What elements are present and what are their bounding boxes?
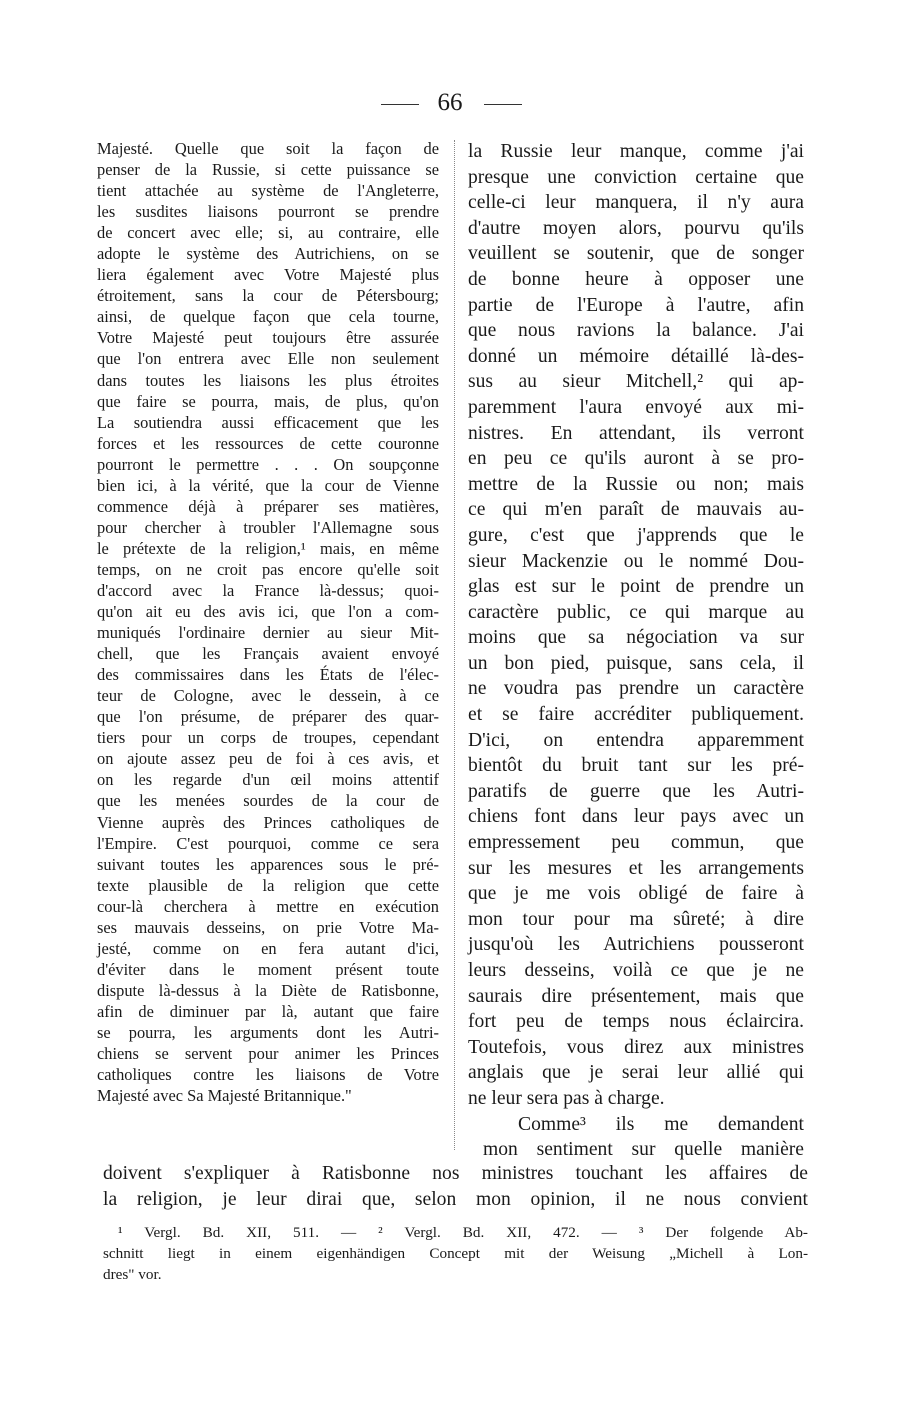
left-column [97, 138, 439, 1106]
left-column-line: adopte le système des Autrichiens, on se [97, 244, 439, 264]
body-line: doivent s'expliquer à Ratisbonne nos ministres touchant les affaires de [103, 1163, 808, 1184]
left-column-line: Vienne auprès des Princes catholiques de [97, 812, 439, 832]
right-column-line: moins que sa négociation va sur [468, 627, 804, 649]
right-column-line: jusqu'où les Autrichiens pousseront [468, 934, 804, 956]
left-column-line: étroitement, sans la cour de Pétersbourg; [97, 286, 439, 306]
header-rule-right [484, 104, 522, 105]
left-column-line: cour-là cherchera à mettre en exécution [97, 896, 439, 916]
left-column-line: les susdites liaisons pourront se prendre [97, 202, 439, 222]
right-column-line: anglais que je serai leur allié qui [468, 1062, 804, 1084]
left-column-line: liera également avec Votre Majesté plus [97, 265, 439, 285]
right-column-line: veuillent se soutenir, que de songer [468, 243, 804, 265]
left-column-line: chiens se servent pour animer les Princes [97, 1044, 439, 1064]
right-column-line: la Russie leur manque, comme j'ai [468, 141, 804, 162]
left-column-line: des commissaires dans les États de l'élec- [97, 665, 439, 685]
right-column-line: ne leur sera pas à charge. [468, 1087, 665, 1109]
left-column-line: Majesté avec Sa Majesté Britannique." [97, 1086, 352, 1106]
right-column-line: celle-ci leur manquera, il n'y aura [468, 192, 804, 214]
right-column-line: glas est sur le point de prendre un [468, 576, 804, 598]
left-column-line: Votre Majesté peut toujours être assurée [97, 328, 439, 348]
right-column-line: leurs desseins, voilà ce que je ne [468, 960, 804, 981]
left-column-line: suivant toutes les apparences sous le pré- [97, 854, 439, 874]
left-column-line: que l'on présume, de préparer des quar- [97, 707, 439, 727]
full-width-paragraph [103, 1161, 808, 1213]
left-column-line: Majesté. Quelle que soit la façon de [97, 139, 439, 158]
right-column-line: sieur Mackenzie ou le nommé Dou- [468, 550, 804, 572]
right-column-line: caractère public, ce qui marque au [468, 601, 804, 623]
right-column-line: ce qui m'en paraît de mauvais au- [468, 499, 804, 521]
right-column-line: donné un mémoire détaillé là-des- [468, 345, 804, 367]
footnote-line: schnitt liegt in einem eigenhändigen Concept mit der Weisung „Michell à Lon- [103, 1245, 808, 1262]
body-line: la religion, je leur dirai que, selon mon opinion, il ne nous convient [103, 1189, 808, 1210]
right-column-line: Comme³ ils me demandent [518, 1113, 804, 1135]
left-column-line: que les menées sourdes de la cour de [97, 791, 439, 811]
left-column-line: afin de diminuer par là, autant que faire [97, 1001, 439, 1021]
right-column-line: saurais dire présentement, mais que [468, 985, 804, 1007]
right-column-line: mon sentiment sur quelle manière [483, 1139, 804, 1161]
left-column-line: commence déjà à préparer ses matières, [97, 496, 439, 516]
left-column-line: pour chercher à troubler l'Allemagne sous [97, 517, 439, 537]
right-column-line: paratifs de guerre que les Autri- [468, 780, 804, 802]
left-column-line: chell, que les Français avaient envoyé [97, 644, 439, 664]
left-column-line: texte plausible de la religion que cette [97, 875, 439, 895]
left-column-line: dans toutes les liaisons les plus étroites [97, 370, 439, 390]
footnote-line: dres" vor. [103, 1266, 162, 1283]
right-column-line: que nous ravions la balance. J'ai [468, 320, 804, 342]
right-column-line: gure, c'est que j'apprends que le [468, 524, 804, 546]
left-column-line: bien ici, à la vérité, que la cour de Vienne [97, 475, 439, 495]
right-column-line: ne voudra pas prendre un caractère [468, 678, 804, 700]
right-column-line: en peu ce qu'ils auront à se pro- [468, 448, 804, 470]
right-column-line: un bon pied, puisque, sans cela, il [468, 652, 804, 674]
page-header [0, 88, 900, 118]
left-column-line: tiers pour un corps de troupes, cependant [97, 728, 439, 748]
right-column-line: D'ici, on entendra apparemment [468, 729, 804, 751]
right-column-line: sus au sieur Mitchell,² qui ap- [468, 371, 804, 393]
right-column-line: et se faire accréditer publiquement. [468, 704, 804, 726]
right-column-line: Toutefois, vous direz aux ministres [468, 1036, 804, 1058]
right-column-line: de bonne heure à opposer une [468, 268, 804, 290]
right-column-line: fort peu de temps nous éclaircira. [468, 1011, 804, 1033]
left-column-line: se pourra, les arguments dont les Autri- [97, 1022, 439, 1042]
right-column-line: que je me vois obligé de faire à [468, 883, 804, 905]
right-column-line: empressement peu commun, que [468, 832, 804, 854]
right-column-line: nistres. En attendant, ils verront [468, 422, 804, 444]
left-column-line: dispute là-dessus à la Diète de Ratisbonne, [97, 980, 439, 1000]
right-column-line: sur les mesures et les arrangements [468, 857, 804, 879]
page-number: 66 [437, 89, 463, 116]
left-column-line: ses mauvais desseins, on prie Votre Ma- [97, 917, 439, 937]
left-column-line: muniqués l'ordinaire dernier au sieur Mit- [97, 623, 439, 643]
right-column-line: presque une conviction certaine que [468, 166, 804, 188]
right-column-line: chiens font dans leur pays avec un [468, 806, 804, 828]
left-column-line: que faire se pourra, mais, de plus, qu'on [97, 391, 439, 411]
right-column [468, 139, 804, 1163]
right-column-line: mettre de la Russie ou non; mais [468, 473, 804, 495]
left-column-line: temps, on ne croit pas encore qu'elle soit [97, 559, 439, 579]
header-rule-left [381, 104, 419, 105]
left-column-line: tient attachée au système de l'Angleterre, [97, 181, 439, 201]
left-column-line: teur de Cologne, avec le dessein, à ce [97, 686, 439, 706]
left-column-line: de concert avec elle; si, au contraire, elle [97, 223, 439, 243]
left-column-line: penser de la Russie, si cette puissance se [97, 160, 439, 180]
left-column-line: catholiques contre les liaisons de Votre [97, 1065, 439, 1085]
footnote-line: ¹ Vergl. Bd. XII, 511. — ² Vergl. Bd. XII, 472. — ³ Der folgende Ab- [118, 1224, 808, 1241]
right-column-line: d'autre moyen alors, pourvu qu'ils [468, 217, 804, 239]
right-column-line: bientôt du bruit tant sur les pré- [468, 755, 804, 777]
left-column-line: d'éviter dans le moment présent toute [97, 959, 439, 979]
right-column-line: mon tour pour ma sûreté; à dire [468, 908, 804, 930]
left-column-line: ainsi, de quelque façon que cela tourne, [97, 307, 439, 327]
left-column-line: on ajoute assez peu de foi à ces avis, et [97, 749, 439, 769]
left-column-line: qu'on ait eu des avis ici, que l'on a com- [97, 602, 439, 622]
column-divider [454, 140, 455, 1150]
footnotes [103, 1222, 808, 1285]
right-column-line: partie de l'Europe à l'autre, afin [468, 294, 804, 316]
left-column-line: l'Empire. C'est pourquoi, comme ce sera [97, 833, 439, 853]
left-column-line: forces et les ressources de cette couronne [97, 433, 439, 453]
left-column-line: jesté, comme on en fera autant d'ici, [97, 938, 439, 958]
left-column-line: le prétexte de la religion,¹ mais, en même [97, 538, 439, 558]
left-column-line: pourront le permettre . . . On soupçonne [97, 454, 439, 474]
right-column-line: paremment l'aura envoyé aux mi- [468, 396, 804, 418]
left-column-line: que l'on entrera avec Elle non seulement [97, 349, 439, 369]
left-column-line: on les regarde d'un œil moins attentif [97, 770, 439, 790]
left-column-line: d'accord avec la France là-dessus; quoi- [97, 580, 439, 600]
left-column-line: La soutiendra aussi efficacement que les [97, 412, 439, 432]
